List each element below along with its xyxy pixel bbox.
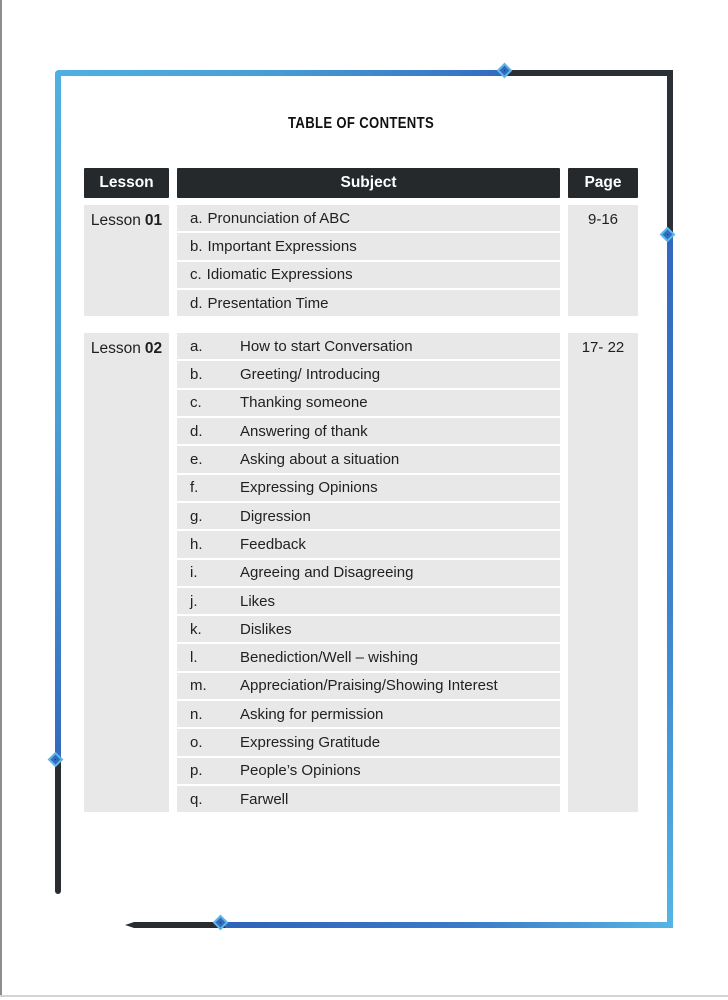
lesson-cell (84, 333, 169, 812)
column-gap (560, 168, 568, 198)
item-text: Feedback (240, 535, 306, 553)
frame-bottom-charcoal-line (125, 922, 225, 928)
item-letter: l. (190, 649, 198, 667)
item-text: Asking about a situation (240, 451, 400, 469)
subject-row (177, 333, 560, 359)
page-edge-hairline-bottom (0, 995, 728, 997)
item-text: Dislikes (240, 620, 292, 638)
subject-row (177, 446, 560, 472)
lesson-number: 01 (144, 212, 163, 229)
item-text: How to start Conversation (240, 337, 413, 355)
frame-left-charcoal-line (55, 762, 61, 894)
item-text: Idiomatic Expressions (206, 266, 353, 284)
item-text: Thanking someone (240, 394, 368, 412)
item-text: Likes (240, 592, 276, 610)
subject-row (177, 786, 560, 812)
item-letter: c. (190, 266, 202, 284)
subject-row (177, 233, 560, 259)
item-text: Presentation Time (207, 294, 329, 312)
item-text: Expressing Gratitude (240, 733, 381, 751)
item-text: Farwell (240, 790, 289, 808)
item-text: Appreciation/Praising/Showing Interest (240, 677, 498, 695)
item-letter: k. (190, 620, 202, 638)
item-letter: a. (190, 337, 203, 355)
subject-row (177, 729, 560, 755)
page-range-cell: 17- 22 (568, 333, 638, 812)
column-gap (560, 205, 568, 316)
column-gap (169, 168, 177, 198)
page-edge-hairline-left (0, 0, 2, 996)
subject-row (177, 531, 560, 557)
item-letter: n. (190, 705, 203, 723)
subject-row (177, 503, 560, 529)
frame-top-charcoal-line (507, 70, 673, 76)
subject-row (177, 758, 560, 784)
item-text: Pronunciation of ABC (207, 209, 351, 227)
frame-right-charcoal-line (667, 70, 673, 238)
table-header-row (84, 168, 638, 198)
lesson-section (84, 333, 638, 812)
item-letter: q. (190, 790, 203, 808)
column-gap (560, 333, 568, 812)
column-gap (169, 333, 177, 812)
item-letter: a. (190, 209, 203, 227)
item-letter: b. (190, 237, 203, 255)
item-letter: c. (190, 394, 202, 412)
subject-row (177, 673, 560, 699)
item-text: Asking for permission (240, 705, 384, 723)
item-letter: f. (190, 479, 199, 497)
header-page: Page (568, 168, 638, 198)
item-letter: m. (190, 677, 207, 695)
item-letter: j. (190, 592, 198, 610)
item-text: Greeting/ Introducing (240, 366, 381, 384)
subject-items-column (177, 333, 560, 812)
item-text: Answering of thank (240, 422, 368, 440)
table-body (84, 205, 638, 812)
item-text: Digression (240, 507, 311, 525)
item-letter: e. (190, 451, 203, 469)
page-title (84, 115, 638, 133)
lesson-cell (84, 205, 169, 316)
item-text: Agreeing and Disagreeing (240, 564, 414, 582)
subject-row (177, 390, 560, 416)
item-text: Expressing Opinions (240, 479, 378, 497)
frame-left-blue-line (55, 70, 61, 763)
subject-row (177, 262, 560, 288)
header-subject: Subject (177, 168, 560, 198)
toc-table (84, 168, 638, 829)
lesson-section (84, 205, 638, 316)
frame-top-blue-line (55, 70, 507, 76)
subject-row (177, 701, 560, 727)
item-letter: g. (190, 507, 203, 525)
subject-row (177, 205, 560, 231)
column-gap (169, 205, 177, 316)
page-range-cell: 9-16 (568, 205, 638, 316)
lesson-label: Lesson (90, 340, 141, 358)
item-text: People’s Opinions (240, 762, 361, 780)
item-text: Important Expressions (207, 237, 357, 255)
item-letter: o. (190, 733, 203, 751)
lesson-number: 02 (144, 340, 163, 358)
subject-row (177, 361, 560, 387)
subject-row (177, 644, 560, 670)
header-lesson: Lesson (84, 168, 169, 198)
subject-row (177, 475, 560, 501)
frame-right-blue-line (667, 237, 673, 928)
subject-row (177, 418, 560, 444)
item-letter: h. (190, 535, 203, 553)
item-text: Benediction/Well – wishing (240, 649, 419, 667)
item-letter: d. (190, 294, 203, 312)
subject-items-column (177, 205, 560, 316)
item-letter: p. (190, 762, 203, 780)
lesson-label: Lesson (90, 212, 141, 229)
subject-row (177, 290, 560, 316)
item-letter: i. (190, 564, 198, 582)
frame-bottom-blue-line (223, 922, 673, 928)
subject-row (177, 588, 560, 614)
subject-row (177, 616, 560, 642)
item-letter: b. (190, 366, 203, 384)
subject-row (177, 560, 560, 586)
item-letter: d. (190, 422, 203, 440)
page-title-text: TABLE OF CONTENTS (287, 115, 435, 132)
